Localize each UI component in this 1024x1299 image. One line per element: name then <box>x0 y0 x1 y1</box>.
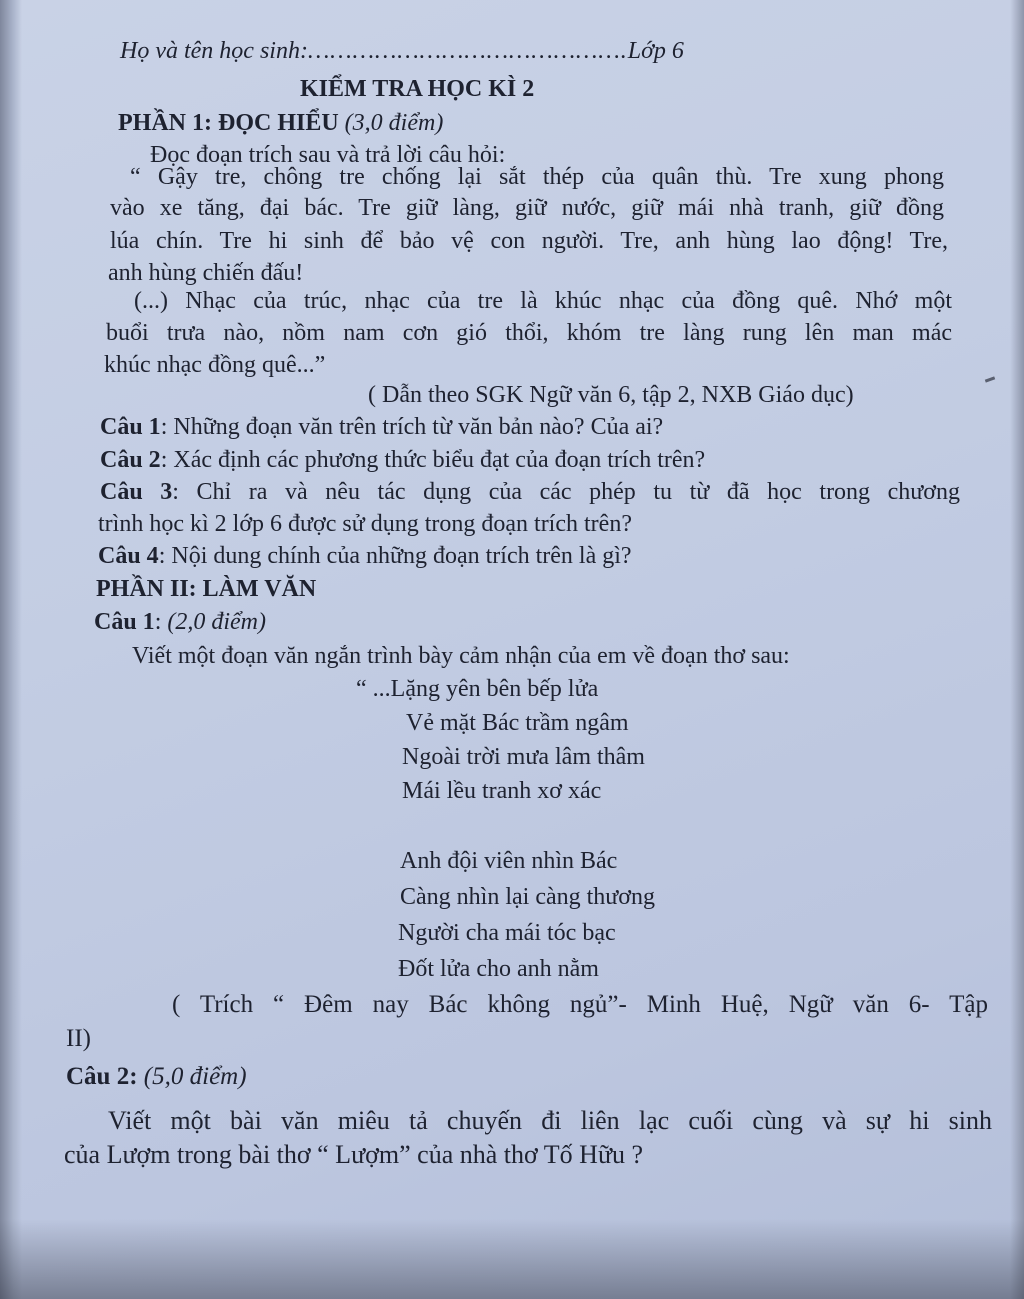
poem-line-7: Người cha mái tóc bạc <box>398 920 616 946</box>
question-3-continued: trình học kì 2 lớp 6 được sử dụng trong đoạn trích trên? <box>98 511 632 537</box>
poem-source-line-2: II) <box>66 1025 91 1052</box>
student-name-label: Họ và tên học sinh: <box>120 38 308 64</box>
part2-heading: PHẦN II: LÀM VĂN <box>96 576 317 602</box>
question-3-label: Câu 3 <box>100 479 173 505</box>
part2-q2-points: (5,0 điểm) <box>143 1063 247 1090</box>
passage-line-7: khúc nhạc đồng quê...” <box>104 352 326 378</box>
question-4 <box>98 541 632 571</box>
part2-q2-prompt-line-1: Viết một bài văn miêu tả chuyến đi liên lạc cuối cùng và sự hi sinh <box>108 1106 992 1135</box>
poem-line-3: Ngoài trời mưa lâm thâm <box>402 744 645 770</box>
passage-line-6: buổi trưa nào, nồm nam cơn gió thổi, khóm tre làng rung lên man mác <box>106 320 952 346</box>
student-name-line <box>120 36 684 66</box>
paper-shadow-bottom <box>0 1219 1024 1299</box>
poem-line-4: Mái lều tranh xơ xác <box>402 778 602 804</box>
part2-q2-label: Câu 2: <box>66 1063 138 1090</box>
passage-source: ( Dẫn theo SGK Ngữ văn 6, tập 2, NXB Giáo dục) <box>368 382 854 408</box>
passage-line-4: anh hùng chiến đấu! <box>108 260 304 286</box>
passage-line-3: lúa chín. Tre hi sinh để bảo vệ con người. Tre, anh hùng lao động! Tre, <box>110 228 948 254</box>
part2-q1-prompt: Viết một đoạn văn ngắn trình bày cảm nhận của em về đoạn thơ sau: <box>132 643 790 669</box>
part2-q1-label: Câu 1 <box>94 609 155 635</box>
question-4-label: Câu 4 <box>98 543 159 569</box>
paper-shadow-left <box>0 0 22 1299</box>
part1-points: (3,0 điểm) <box>344 110 444 136</box>
part1-heading-line <box>118 108 443 138</box>
part2-q1-points: (2,0 điểm) <box>167 609 266 635</box>
passage-line-5: (...) Nhạc của trúc, nhạc của tre là khúc nhạc của đồng quê. Nhớ một <box>134 288 952 314</box>
part1-instruction: Đọc đoạn trích sau và trả lời câu hỏi: <box>150 142 506 168</box>
poem-line-1: “ ...Lặng yên bên bếp lửa <box>356 676 599 702</box>
question-2-label: Câu 2 <box>100 447 161 473</box>
poem-line-2: Vẻ mặt Bác trầm ngâm <box>406 710 629 736</box>
part2-q2-prompt-line-2: của Lượm trong bài thơ “ Lượm” của nhà thơ Tố Hữu ? <box>64 1140 644 1169</box>
passage-line-1: “ Gậy tre, chông tre chống lại sắt thép của quân thù. Tre xung phong <box>130 164 944 190</box>
question-1-text: : Những đoạn văn trên trích từ văn bản nào? Của ai? <box>160 414 664 440</box>
question-3 <box>100 477 960 507</box>
name-dots: ……………………………………. <box>307 38 628 64</box>
class-label: Lớp 6 <box>627 38 684 64</box>
poem-source-line-1: ( Trích “ Đêm nay Bác không ngủ”- Minh Huệ, Ngữ văn 6- Tập <box>172 991 988 1018</box>
poem-line-5: Anh đội viên nhìn Bác <box>400 848 618 874</box>
part2-q1-heading: Câu 1: (2,0 điểm) <box>94 609 266 635</box>
question-1-label: Câu 1 <box>100 414 161 440</box>
question-1 <box>100 412 663 442</box>
question-3-text: : Chỉ ra và nêu tác dụng của các phép tu từ đã học trong chương <box>172 479 960 505</box>
question-2 <box>100 445 705 475</box>
exam-title: KIỂM TRA HỌC KÌ 2 <box>300 76 535 102</box>
question-2-text: : Xác định các phương thức biểu đạt của đoạn trích trên? <box>160 447 706 473</box>
pen-mark <box>985 376 995 382</box>
part2-q2-heading <box>66 1062 247 1092</box>
poem-line-6: Càng nhìn lại càng thương <box>400 884 655 910</box>
paper-shadow-right <box>1010 0 1024 1299</box>
passage-line-2: vào xe tăng, đại bác. Tre giữ làng, giữ nước, giữ mái nhà tranh, giữ đồng <box>110 195 944 221</box>
poem-line-8: Đốt lửa cho anh nằm <box>398 956 599 982</box>
part1-heading: PHẦN 1: ĐỌC HIỂU <box>118 110 339 136</box>
question-4-text: : Nội dung chính của những đoạn trích trên là gì? <box>158 543 632 569</box>
